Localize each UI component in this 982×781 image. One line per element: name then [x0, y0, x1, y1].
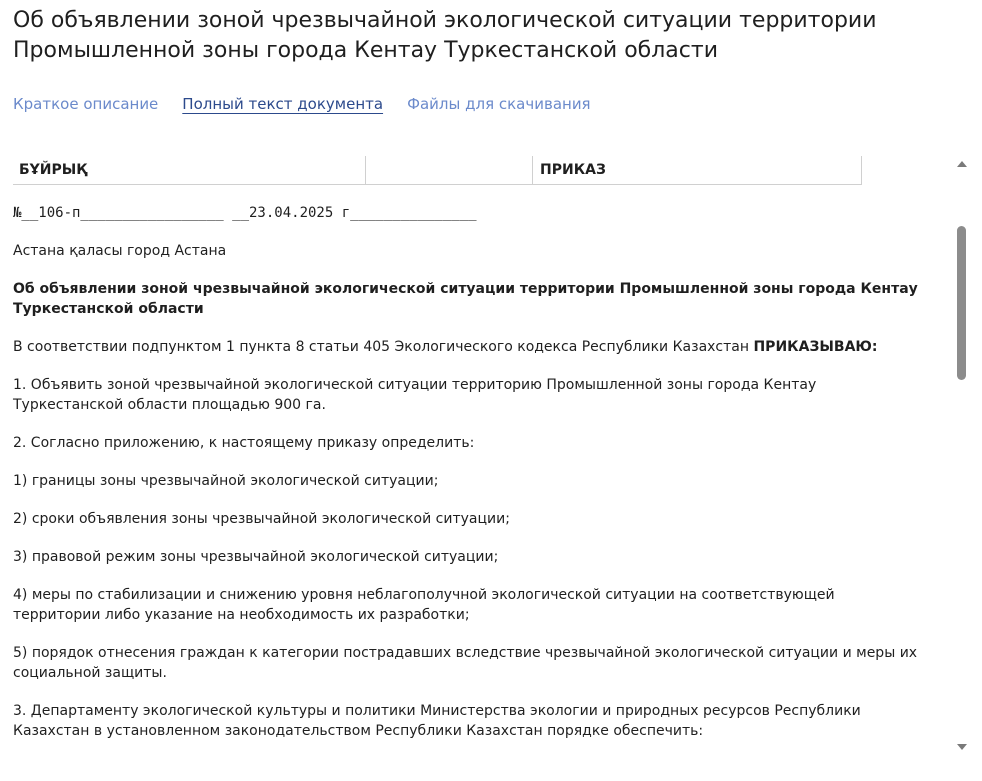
page-title: Об объявлении зоной чрезвычайной экологической ситуации территории Промышленной зоны города Кентау Туркестанской области	[13, 8, 877, 63]
preamble-text: В соответствии подпунктом 1 пункта 8 статьи 405 Экологического кодекса Республики Казахстан	[13, 339, 754, 355]
document-body	[13, 203, 923, 756]
header-table	[13, 156, 862, 185]
preamble-order-word: ПРИКАЗЫВАЮ:	[753, 339, 878, 355]
header-cell-empty	[365, 156, 533, 184]
paragraph-2-item-1: 1) границы зоны чрезвычайной экологической ситуации;	[13, 473, 439, 489]
document-viewer	[0, 156, 940, 756]
paragraph-1: 1. Объявить зоной чрезвычайной экологической ситуации территорию Промышленной зоны города Кентау Туркестанской области площадью 900 га.	[13, 377, 817, 413]
order-number-line: №__106-п_________________ __23.04.2025 г_______________	[13, 205, 477, 221]
paragraph-2-item-5: 5) порядок отнесения граждан к категории пострадавших вследствие чрезвычайной экологической ситуации и меры их социальной защиты.	[13, 645, 918, 681]
chevron-down-icon[interactable]	[957, 744, 967, 750]
chevron-up-icon[interactable]	[957, 161, 967, 167]
paragraph-2-item-2: 2) сроки объявления зоны чрезвычайной экологической ситуации;	[13, 511, 510, 527]
document-heading: Об объявлении зоной чрезвычайной экологической ситуации территории Промышленной зоны города Кентау Туркестанской области	[13, 281, 918, 317]
header-cell-kz: БҰЙРЫҚ	[19, 162, 88, 178]
tab-summary[interactable]: Краткое описание	[13, 95, 159, 113]
tab-bar	[13, 95, 591, 113]
header-cell-ru: ПРИКАЗ	[540, 162, 606, 178]
paragraph-2: 2. Согласно приложению, к настоящему приказу определить:	[13, 435, 475, 451]
city-line: Астана қаласы город Астана	[13, 243, 227, 259]
paragraph-2-item-4: 4) меры по стабилизации и снижению уровня неблагополучной экологической ситуации на соответствующей территории либо указание на необходимость их разработки;	[13, 587, 835, 623]
paragraph-2-item-3: 3) правовой режим зоны чрезвычайной экологической ситуации;	[13, 549, 499, 565]
scrollbar-thumb[interactable]	[957, 226, 966, 380]
vertical-scrollbar[interactable]	[952, 156, 976, 756]
tab-full-text[interactable]: Полный текст документа	[182, 95, 384, 113]
tab-downloads[interactable]: Файлы для скачивания	[407, 95, 591, 113]
preamble	[13, 337, 923, 357]
paragraph-3: 3. Департаменту экологической культуры и политики Министерства экологии и природных ресурсов Республики Казахстан в установленном законодательством Республики Казахстан порядке обеспечить:	[13, 703, 861, 739]
